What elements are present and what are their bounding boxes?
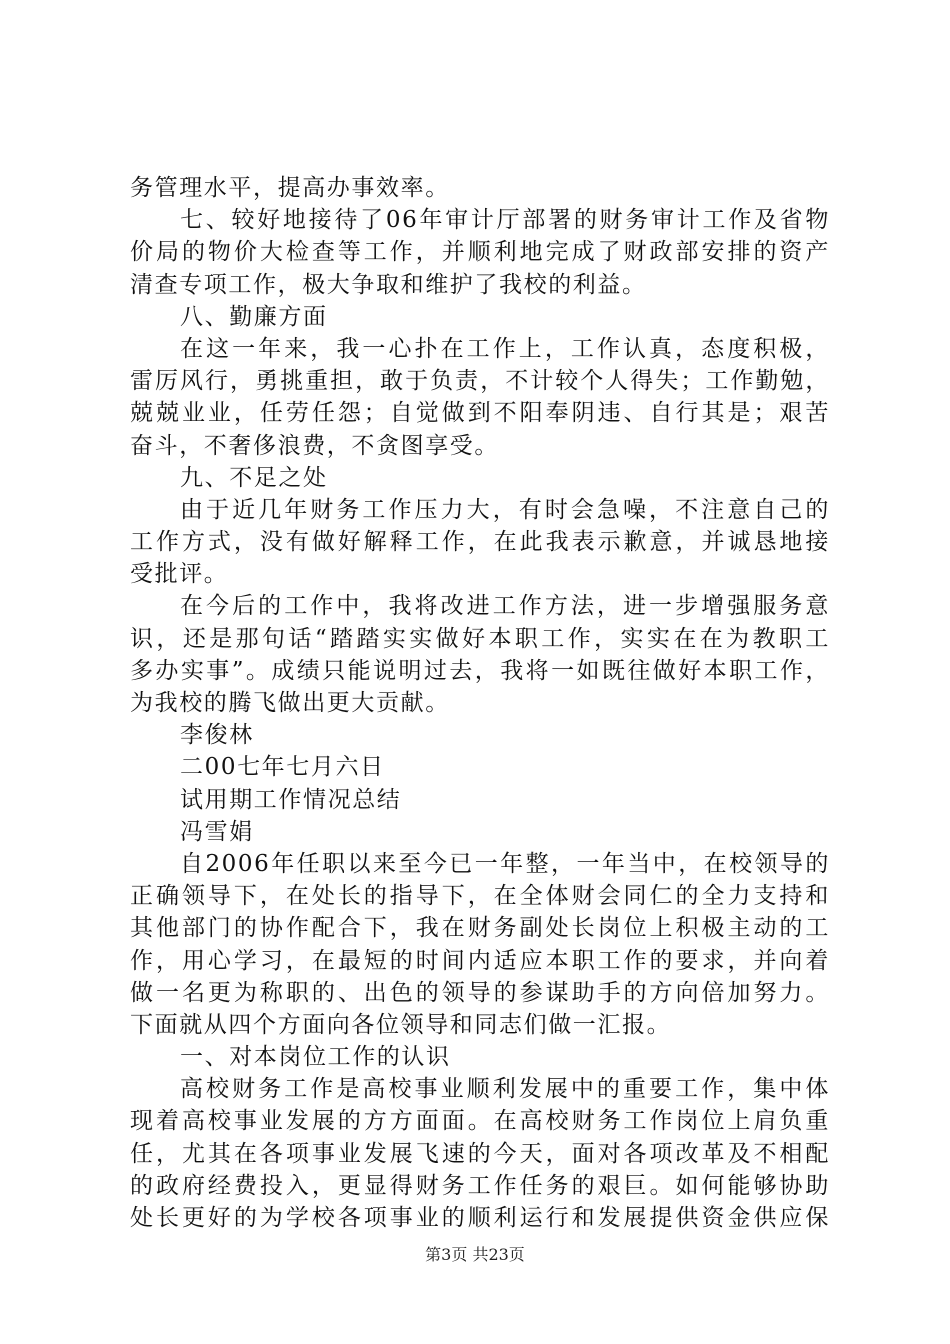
text-line: 价局的物价大检查等工作，并顺利地完成了财政部安排的资产 (130, 239, 830, 266)
text-line: 受批评。 (130, 561, 229, 588)
text-line: 在今后的工作中，我将改进工作方法，进一步增强服务意 (180, 593, 830, 620)
text-line: 下面就从四个方面向各位领导和同志们做一汇报。 (130, 1011, 672, 1038)
text-line: 的政府经费投入，更显得财务工作任务的艰巨。如何能够协助 (130, 1172, 830, 1199)
text-line: 由于近几年财务工作压力大，有时会急噪，不注意自己的 (180, 496, 830, 523)
text-line: 九、不足之处 (180, 464, 328, 491)
text-line: 在这一年来，我一心扑在工作上，工作认真，态度积极， (180, 335, 830, 362)
text-line: 清查专项工作，极大争取和维护了我校的利益。 (130, 271, 647, 298)
text-line: 现着高校事业发展的方方面面。在高校财务工作岗位上肩负重 (130, 1108, 830, 1135)
page-footer: 第3页 共23页 (425, 1245, 525, 1264)
text-line: 自2006年任职以来至今已一年整，一年当中，在校领导的 (180, 850, 830, 877)
text-line: 二00七年七月六日 (180, 754, 385, 781)
text-line: 识，还是那句话“踏踏实实做好本职工作，实实在在为教职工 (130, 625, 830, 652)
text-line: 七、较好地接待了06年审计厅部署的财务审计工作及省物 (180, 207, 830, 234)
text-line: 做一名更为称职的、出色的领导的参谋助手的方向倍加努力。 (130, 979, 830, 1006)
text-line: 高校财务工作是高校事业顺利发展中的重要工作，集中体 (180, 1076, 830, 1103)
text-line: 试用期工作情况总结 (180, 786, 402, 813)
text-line: 其他部门的协作配合下，我在财务副处长岗位上积极主动的工 (130, 915, 830, 942)
text-line: 一、对本岗位工作的认识 (180, 1044, 451, 1071)
text-line: 李俊林 (180, 722, 254, 749)
text-line: 工作方式，没有做好解释工作，在此我表示歉意，并诚恳地接 (130, 529, 830, 556)
text-line: 任，尤其在各项事业发展飞速的今天，面对各项改革及不相配 (130, 1140, 830, 1167)
text-line: 正确领导下，在处长的指导下，在全体财会同仁的全力支持和 (130, 883, 830, 910)
text-line: 兢兢业业，任劳任怨；自觉做到不阳奉阴违、自行其是；艰苦 (130, 400, 830, 427)
text-line: 冯雪娟 (180, 818, 254, 845)
text-line: 处长更好的为学校各项事业的顺利运行和发展提供资金供应保 (130, 1205, 830, 1231)
document-body (130, 172, 830, 1234)
text-line: 为我校的腾飞做出更大贡献。 (130, 690, 450, 716)
text-line: 务管理水平，提高办事效率。 (130, 175, 450, 201)
text-line: 多办实事”。成绩只能说明过去，我将一如既往做好本职工作， (130, 657, 830, 684)
text-line: 奋斗，不奢侈浪费，不贪图享受。 (130, 432, 499, 459)
text-line: 雷厉风行，勇挑重担，敢于负责，不计较个人得失；工作勤勉， (130, 368, 830, 395)
text-line: 八、勤廉方面 (180, 303, 328, 330)
text-line: 作，用心学习，在最短的时间内适应本职工作的要求，并向着 (130, 947, 830, 974)
